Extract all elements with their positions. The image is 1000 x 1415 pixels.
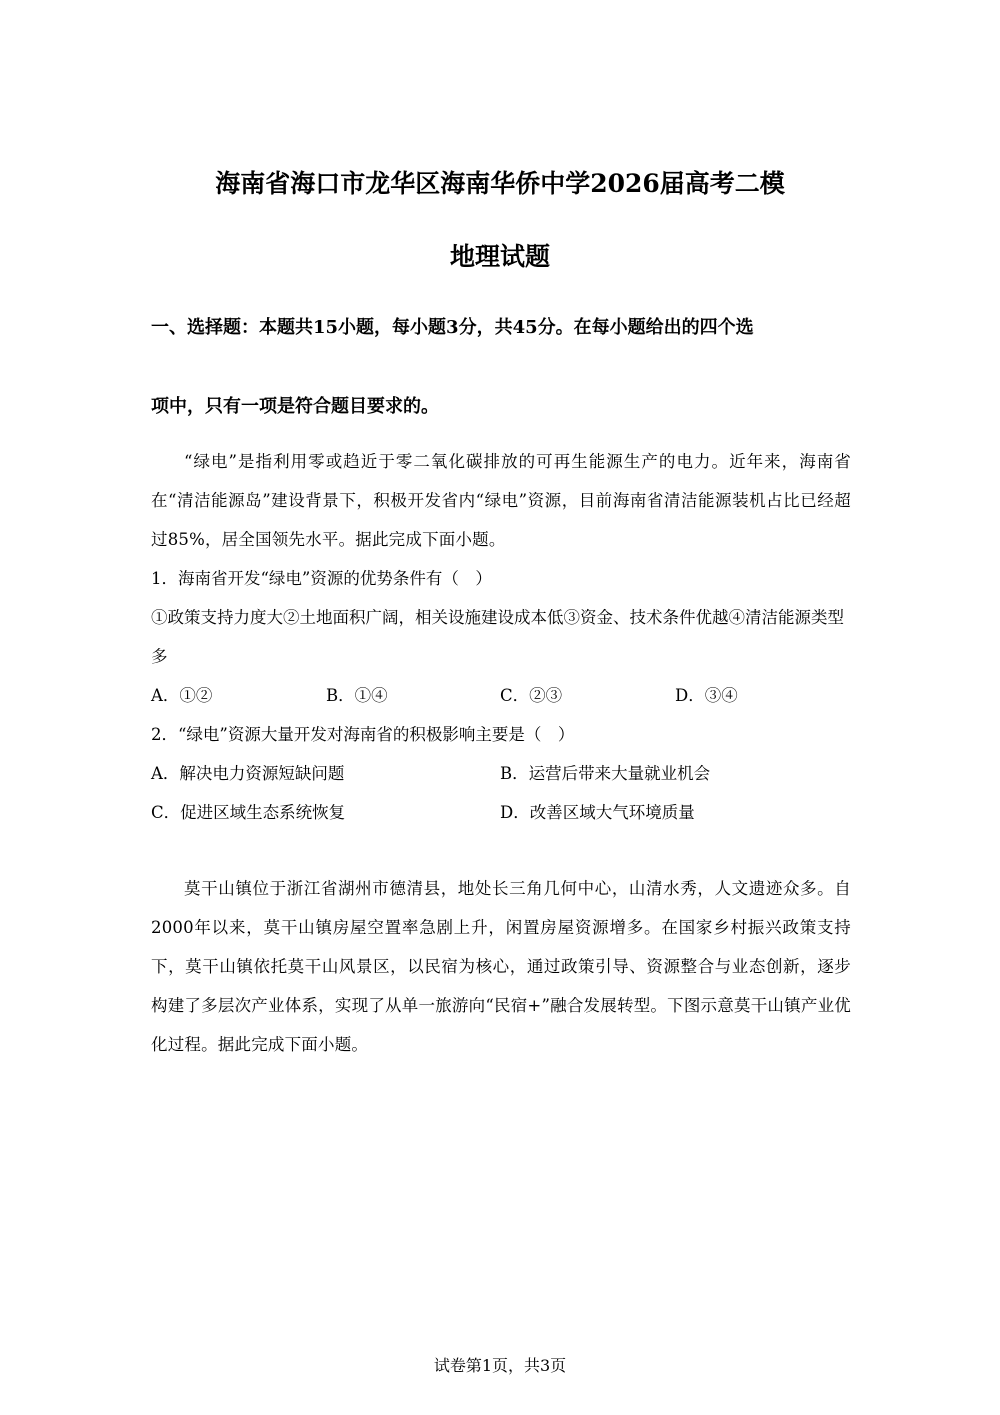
material-passage-moganshan: 莫干山镇位于浙江省湖州市德清县，地处长三角几何中心，山清水秀，人文遗迹众多。自2000年以来，莫干山镇房屋空置率急剧上升，闲置房屋资源增多。在国家乡村振兴政策支持下，莫干山镇依托莫干山风景区，以民宿为核心，通过政策引导、资源整合与业态创新，逐步构建了多层次产业体系，实现了从单一旅游向“民宿+”融合发展转型。下图示意莫干山镇产业优化过程。据此完成下面小题。 bbox=[151, 879, 851, 1054]
section-heading-line2: 项中，只有一项是符合题目要求的。 bbox=[151, 396, 439, 417]
question-2-option-b[interactable]: B．运营后带来大量就业机会 bbox=[500, 764, 711, 783]
question-1-option-d[interactable]: D．③④ bbox=[675, 686, 738, 705]
question-1-option-c[interactable]: C．②③ bbox=[500, 686, 563, 705]
question-1-items: ①政策支持力度大②土地面积广阔，相关设施建设成本低③资金、技术条件优越④清洁能源类型多 bbox=[151, 608, 844, 666]
question-1-stem: 1．海南省开发“绿电”资源的优势条件有（ ） bbox=[151, 569, 492, 588]
exam-subject: 地理试题 bbox=[449, 242, 550, 271]
question-1-option-b[interactable]: B．①④ bbox=[326, 686, 388, 705]
material-passage-green-power: “绿电”是指利用零或趋近于零二氧化碳排放的可再生能源生产的电力。近年来，海南省在“清洁能源岛”建设背景下，积极开发省内“绿电”资源，目前海南省清洁能源装机占比已经超过85%，居全国领先水平。据此完成下面小题。 bbox=[151, 452, 851, 549]
question-2-option-d[interactable]: D．改善区域大气环境质量 bbox=[500, 803, 695, 822]
section-heading-line1: 一、选择题：本题共15小题，每小题3分，共45分。在每小题给出的四个选 bbox=[151, 317, 754, 338]
question-2-stem: 2．“绿电”资源大量开发对海南省的积极影响主要是（ ） bbox=[151, 725, 575, 744]
question-1-option-a[interactable]: A．①② bbox=[151, 686, 213, 705]
question-2-option-c[interactable]: C．促进区域生态系统恢复 bbox=[151, 803, 346, 822]
exam-title: 海南省海口市龙华区海南华侨中学2026届高考二模 bbox=[215, 169, 785, 198]
question-2-option-a[interactable]: A．解决电力资源短缺问题 bbox=[151, 764, 345, 783]
page-footer: 试卷第1页，共3页 bbox=[433, 1356, 567, 1375]
